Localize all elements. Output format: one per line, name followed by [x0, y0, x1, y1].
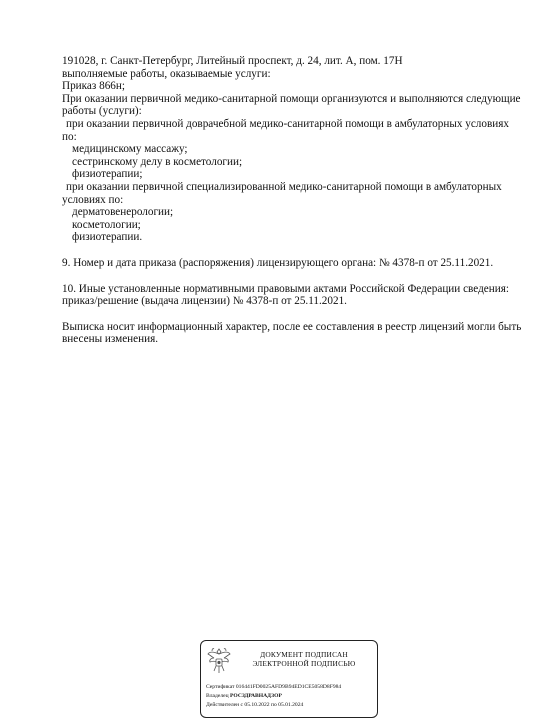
owner-name: РОСЗДРАВНАДЗОР [230, 693, 282, 699]
document-line: выполняемые работы, оказываемые услуги: [62, 67, 271, 80]
certificate-number: Сертификат 016441FD0025AFD9B94ED1CE5058D8F984 [206, 684, 342, 690]
validity-period: Действителен с 05.10.2022 по 05.01.2024 [206, 702, 304, 708]
stamp-title-line-2: ЭЛЕКТРОННОЙ ПОДПИСЬЮ [252, 659, 356, 668]
document-line: сестринскому делу в косметологии; [72, 155, 243, 168]
electronic-signature-stamp [200, 640, 378, 718]
document-line: при оказании первичной специализированной медико-санитарной помощи в амбулаторных [66, 180, 502, 193]
stamp-title [235, 650, 373, 668]
note-line-1: Выписка носит информационный характер, после ее составления в реестр лицензий могли быть [62, 320, 522, 333]
document-body [62, 55, 532, 346]
document-line: дерматовенерологии; [72, 206, 174, 219]
item-10-line-2: приказ/решение (выдача лицензии) № 4378-п от 25.11.2021. [62, 295, 347, 308]
service-lines [62, 55, 532, 244]
owner-row [206, 693, 282, 699]
document-line: при оказании первичной доврачебной медико-санитарной помощи в амбулаторных условиях [66, 117, 509, 130]
document-line: медицинскому массажу; [72, 143, 188, 156]
stamp-meta [206, 683, 373, 710]
stamp-title-line-1: ДОКУМЕНТ ПОДПИСАН [260, 650, 348, 659]
item-9-order-number: 9. Номер и дата приказа (распоряжения) лицензирующего органа: № 4378-п от 25.11.2021. [62, 256, 494, 269]
document-line: 191028, г. Санкт-Петербург, Литейный проспект, д. 24, лит. А, пом. 17Н [62, 55, 403, 67]
document-line: условиях по: [62, 193, 124, 206]
document-line: При оказании первичной медико-санитарной помощи организуются и выполняются следующие [62, 92, 521, 105]
double-headed-eagle-emblem-icon [206, 646, 232, 676]
document-line: физиотерапии. [72, 231, 143, 244]
document-line: физиотерапии; [72, 168, 143, 181]
item-10-line-1: 10. Иные установленные нормативными правовыми актами Российской Федерации сведения: [62, 282, 509, 295]
document-line: по: [62, 130, 77, 143]
note-line-2: внесены изменения. [62, 333, 159, 346]
owner-label: Владелец [206, 693, 229, 699]
document-line: работы (услуги): [62, 105, 142, 118]
document-line: косметологии; [72, 218, 141, 231]
document-line: Приказ 866н; [62, 80, 125, 93]
